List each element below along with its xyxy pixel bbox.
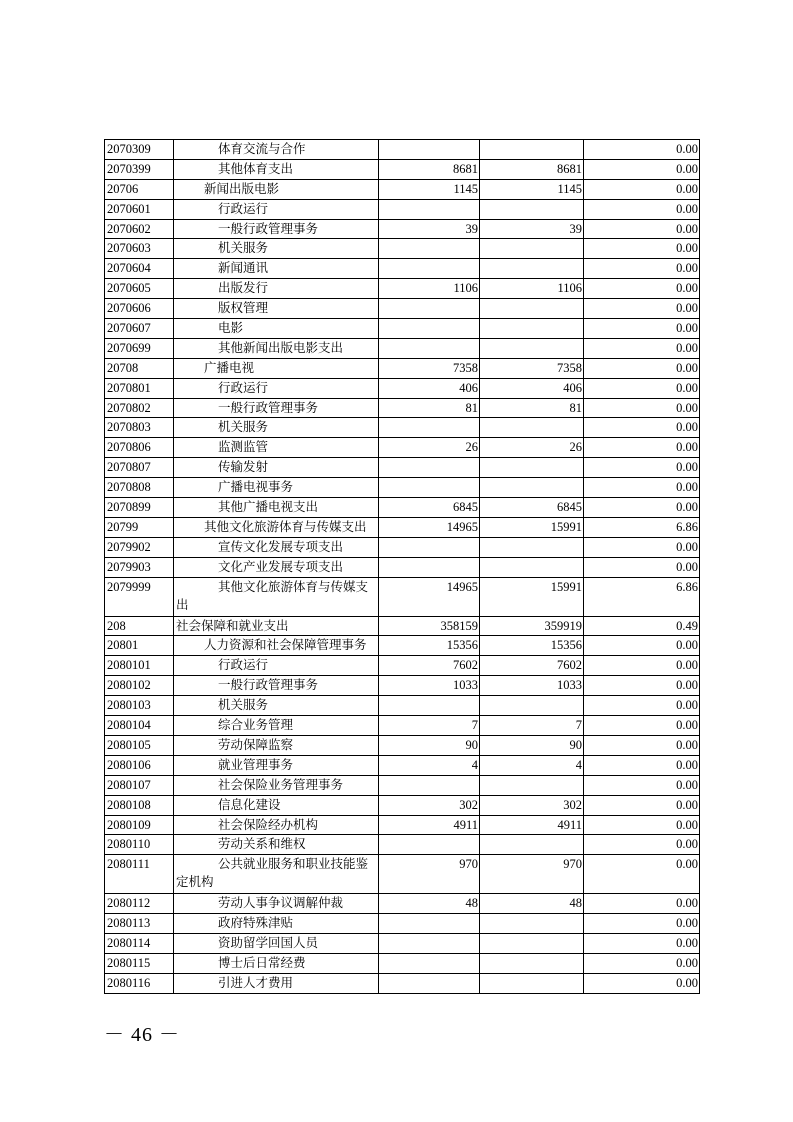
- item-name-cell: 机关服务: [174, 239, 379, 259]
- item-name-cell: 一般行政管理事务: [174, 219, 379, 239]
- amount-cell: 26: [480, 438, 584, 458]
- budget-table: [104, 139, 700, 994]
- item-code-cell: 2080112: [105, 894, 174, 914]
- item-code-cell: 2070806: [105, 438, 174, 458]
- amount-cell: 39: [480, 219, 584, 239]
- amount-cell: 7: [480, 716, 584, 736]
- amount-cell: [379, 478, 480, 498]
- table-row: [105, 338, 700, 358]
- amount-cell: 90: [480, 735, 584, 755]
- table-row: [105, 835, 700, 855]
- amount-cell: [379, 199, 480, 219]
- amount-cell: 48: [379, 894, 480, 914]
- table-row: [105, 716, 700, 736]
- amount-cell: 1106: [379, 279, 480, 299]
- amount-cell: [379, 953, 480, 973]
- amount-cell: 359919: [480, 616, 584, 636]
- amount-cell: 14965: [379, 517, 480, 537]
- item-name-cell: 出版发行: [174, 279, 379, 299]
- growth-rate-cell: 0.00: [584, 418, 700, 438]
- growth-rate-cell: 0.00: [584, 259, 700, 279]
- table-row: [105, 795, 700, 815]
- item-name-cell: 劳动保障监察: [174, 735, 379, 755]
- amount-cell: 39: [379, 219, 480, 239]
- amount-cell: 8681: [480, 159, 584, 179]
- table-row: [105, 179, 700, 199]
- amount-cell: 15356: [379, 636, 480, 656]
- table-row: [105, 934, 700, 954]
- item-code-cell: 2070802: [105, 398, 174, 418]
- item-code-cell: 20799: [105, 517, 174, 537]
- table-row: [105, 140, 700, 160]
- growth-rate-cell: 0.00: [584, 398, 700, 418]
- item-name-cell: 一般行政管理事务: [174, 676, 379, 696]
- amount-cell: 1033: [379, 676, 480, 696]
- amount-cell: [379, 835, 480, 855]
- item-code-cell: 2070604: [105, 259, 174, 279]
- amount-cell: 7358: [480, 358, 584, 378]
- amount-cell: [480, 537, 584, 557]
- item-name-cell: 劳动关系和维权: [174, 835, 379, 855]
- growth-rate-cell: 0.00: [584, 656, 700, 676]
- item-name-cell: 文化产业发展专项支出: [174, 557, 379, 577]
- item-code-cell: 2070399: [105, 159, 174, 179]
- item-name-cell: 其他文化旅游体育与传媒支出: [174, 577, 379, 616]
- item-name-cell: 行政运行: [174, 378, 379, 398]
- amount-cell: 7602: [480, 656, 584, 676]
- item-name-cell: 体育交流与合作: [174, 140, 379, 160]
- amount-cell: [480, 418, 584, 438]
- item-name-cell: 社会保障和就业支出: [174, 616, 379, 636]
- amount-cell: 1033: [480, 676, 584, 696]
- amount-cell: [480, 835, 584, 855]
- growth-rate-cell: 0.00: [584, 179, 700, 199]
- item-name-cell: 广播电视事务: [174, 478, 379, 498]
- table-row: [105, 755, 700, 775]
- item-code-cell: 20708: [105, 358, 174, 378]
- item-code-cell: 2080114: [105, 934, 174, 954]
- item-name-cell: 其他新闻出版电影支出: [174, 338, 379, 358]
- amount-cell: [480, 478, 584, 498]
- table-row: [105, 537, 700, 557]
- item-name-cell: 其他体育支出: [174, 159, 379, 179]
- amount-cell: [480, 239, 584, 259]
- growth-rate-cell: 0.00: [584, 537, 700, 557]
- item-code-cell: 2080101: [105, 656, 174, 676]
- growth-rate-cell: 0.00: [584, 755, 700, 775]
- amount-cell: 1106: [480, 279, 584, 299]
- item-name-cell: 社会保险经办机构: [174, 815, 379, 835]
- growth-rate-cell: 0.00: [584, 458, 700, 478]
- item-name-cell: 一般行政管理事务: [174, 398, 379, 418]
- amount-cell: [480, 338, 584, 358]
- item-name-cell: 资助留学回国人员: [174, 934, 379, 954]
- table-row: [105, 676, 700, 696]
- growth-rate-cell: 0.00: [584, 498, 700, 518]
- growth-rate-cell: 0.00: [584, 358, 700, 378]
- item-name-cell: 其他文化旅游体育与传媒支出: [174, 517, 379, 537]
- amount-cell: [480, 557, 584, 577]
- amount-cell: [379, 338, 480, 358]
- growth-rate-cell: 0.00: [584, 319, 700, 339]
- table-row: [105, 914, 700, 934]
- item-code-cell: 2070801: [105, 378, 174, 398]
- table-row: [105, 894, 700, 914]
- item-name-cell: 引进人才费用: [174, 973, 379, 993]
- growth-rate-cell: 0.00: [584, 478, 700, 498]
- amount-cell: 302: [379, 795, 480, 815]
- item-name-cell: 政府特殊津贴: [174, 914, 379, 934]
- amount-cell: 302: [480, 795, 584, 815]
- item-name-cell: 宣传文化发展专项支出: [174, 537, 379, 557]
- table-row: [105, 398, 700, 418]
- growth-rate-cell: 0.00: [584, 239, 700, 259]
- growth-rate-cell: 0.00: [584, 815, 700, 835]
- table-row: [105, 279, 700, 299]
- amount-cell: 7: [379, 716, 480, 736]
- table-row: [105, 498, 700, 518]
- table-row: [105, 775, 700, 795]
- growth-rate-cell: 0.00: [584, 894, 700, 914]
- item-code-cell: 2080105: [105, 735, 174, 755]
- item-code-cell: 2070699: [105, 338, 174, 358]
- amount-cell: 81: [480, 398, 584, 418]
- amount-cell: [379, 259, 480, 279]
- item-code-cell: 2080116: [105, 973, 174, 993]
- amount-cell: 4911: [379, 815, 480, 835]
- growth-rate-cell: 0.00: [584, 219, 700, 239]
- item-code-cell: 2070309: [105, 140, 174, 160]
- item-code-cell: 208: [105, 616, 174, 636]
- growth-rate-cell: 0.00: [584, 953, 700, 973]
- growth-rate-cell: 0.00: [584, 716, 700, 736]
- table-row: [105, 616, 700, 636]
- amount-cell: 15356: [480, 636, 584, 656]
- growth-rate-cell: 0.00: [584, 159, 700, 179]
- amount-cell: 4: [480, 755, 584, 775]
- amount-cell: 970: [480, 855, 584, 894]
- amount-cell: [379, 458, 480, 478]
- item-name-cell: 人力资源和社会保障管理事务: [174, 636, 379, 656]
- table-row: [105, 815, 700, 835]
- item-code-cell: 2080102: [105, 676, 174, 696]
- item-name-cell: 机关服务: [174, 418, 379, 438]
- table-row: [105, 378, 700, 398]
- amount-cell: [379, 299, 480, 319]
- amount-cell: 970: [379, 855, 480, 894]
- amount-cell: [379, 537, 480, 557]
- item-code-cell: 2070605: [105, 279, 174, 299]
- amount-cell: [480, 973, 584, 993]
- item-code-cell: 2080107: [105, 775, 174, 795]
- amount-cell: 406: [379, 378, 480, 398]
- growth-rate-cell: 0.00: [584, 438, 700, 458]
- amount-cell: 358159: [379, 616, 480, 636]
- amount-cell: 1145: [480, 179, 584, 199]
- amount-cell: [480, 259, 584, 279]
- growth-rate-cell: 0.00: [584, 676, 700, 696]
- amount-cell: 6845: [379, 498, 480, 518]
- item-code-cell: 2080115: [105, 953, 174, 973]
- growth-rate-cell: 0.00: [584, 279, 700, 299]
- amount-cell: 7358: [379, 358, 480, 378]
- amount-cell: [480, 696, 584, 716]
- table-row: [105, 478, 700, 498]
- amount-cell: [480, 319, 584, 339]
- growth-rate-cell: 0.00: [584, 696, 700, 716]
- table-row: [105, 696, 700, 716]
- item-name-cell: 版权管理: [174, 299, 379, 319]
- page-number: － 46 －: [104, 1024, 180, 1046]
- growth-rate-cell: 0.00: [584, 636, 700, 656]
- item-code-cell: 20801: [105, 636, 174, 656]
- item-name-cell: 传输发射: [174, 458, 379, 478]
- table-row: [105, 636, 700, 656]
- growth-rate-cell: 0.00: [584, 557, 700, 577]
- item-name-cell: 监测监管: [174, 438, 379, 458]
- item-code-cell: 2070602: [105, 219, 174, 239]
- item-code-cell: 2070603: [105, 239, 174, 259]
- item-code-cell: 2080109: [105, 815, 174, 835]
- amount-cell: [480, 299, 584, 319]
- amount-cell: 1145: [379, 179, 480, 199]
- table-row: [105, 319, 700, 339]
- amount-cell: [379, 239, 480, 259]
- growth-rate-cell: 0.00: [584, 140, 700, 160]
- item-code-cell: 2070803: [105, 418, 174, 438]
- table-row: [105, 517, 700, 537]
- budget-table-body: [105, 140, 700, 994]
- amount-cell: [480, 458, 584, 478]
- item-code-cell: 2079999: [105, 577, 174, 616]
- amount-cell: 14965: [379, 577, 480, 616]
- growth-rate-cell: 0.00: [584, 338, 700, 358]
- amount-cell: [379, 140, 480, 160]
- table-row: [105, 259, 700, 279]
- growth-rate-cell: 0.49: [584, 616, 700, 636]
- table-row: [105, 159, 700, 179]
- amount-cell: 6845: [480, 498, 584, 518]
- table-row: [105, 973, 700, 993]
- item-code-cell: 2070808: [105, 478, 174, 498]
- amount-cell: [379, 775, 480, 795]
- item-code-cell: 2070601: [105, 199, 174, 219]
- growth-rate-cell: 0.00: [584, 855, 700, 894]
- item-code-cell: 2070606: [105, 299, 174, 319]
- table-row: [105, 735, 700, 755]
- item-code-cell: 2080110: [105, 835, 174, 855]
- amount-cell: [480, 140, 584, 160]
- table-row: [105, 219, 700, 239]
- item-code-cell: 2080106: [105, 755, 174, 775]
- growth-rate-cell: 0.00: [584, 835, 700, 855]
- amount-cell: 406: [480, 378, 584, 398]
- item-code-cell: 2079903: [105, 557, 174, 577]
- item-name-cell: 信息化建设: [174, 795, 379, 815]
- item-name-cell: 社会保险业务管理事务: [174, 775, 379, 795]
- amount-cell: [379, 557, 480, 577]
- item-name-cell: 行政运行: [174, 656, 379, 676]
- amount-cell: 15991: [480, 517, 584, 537]
- item-code-cell: 2079902: [105, 537, 174, 557]
- table-row: [105, 358, 700, 378]
- growth-rate-cell: 0.00: [584, 735, 700, 755]
- amount-cell: [480, 953, 584, 973]
- growth-rate-cell: 6.86: [584, 517, 700, 537]
- amount-cell: 15991: [480, 577, 584, 616]
- table-row: [105, 577, 700, 616]
- table-row: [105, 656, 700, 676]
- item-name-cell: 机关服务: [174, 696, 379, 716]
- table-row: [105, 438, 700, 458]
- amount-cell: [379, 934, 480, 954]
- item-code-cell: 2070607: [105, 319, 174, 339]
- table-row: [105, 953, 700, 973]
- item-name-cell: 电影: [174, 319, 379, 339]
- amount-cell: 81: [379, 398, 480, 418]
- item-code-cell: 2080111: [105, 855, 174, 894]
- item-code-cell: 2070899: [105, 498, 174, 518]
- growth-rate-cell: 0.00: [584, 973, 700, 993]
- table-row: [105, 299, 700, 319]
- growth-rate-cell: 0.00: [584, 775, 700, 795]
- amount-cell: [379, 319, 480, 339]
- amount-cell: 26: [379, 438, 480, 458]
- growth-rate-cell: 0.00: [584, 795, 700, 815]
- growth-rate-cell: 0.00: [584, 199, 700, 219]
- item-name-cell: 劳动人事争议调解仲裁: [174, 894, 379, 914]
- item-code-cell: 2070807: [105, 458, 174, 478]
- amount-cell: 4: [379, 755, 480, 775]
- amount-cell: [480, 775, 584, 795]
- item-name-cell: 行政运行: [174, 199, 379, 219]
- item-name-cell: 广播电视: [174, 358, 379, 378]
- item-code-cell: 2080108: [105, 795, 174, 815]
- item-name-cell: 就业管理事务: [174, 755, 379, 775]
- growth-rate-cell: 0.00: [584, 914, 700, 934]
- amount-cell: [480, 199, 584, 219]
- amount-cell: 4911: [480, 815, 584, 835]
- amount-cell: 8681: [379, 159, 480, 179]
- growth-rate-cell: 0.00: [584, 378, 700, 398]
- item-code-cell: 2080103: [105, 696, 174, 716]
- table-row: [105, 418, 700, 438]
- item-name-cell: 博士后日常经费: [174, 953, 379, 973]
- amount-cell: 48: [480, 894, 584, 914]
- item-name-cell: 综合业务管理: [174, 716, 379, 736]
- table-row: [105, 239, 700, 259]
- amount-cell: [480, 934, 584, 954]
- item-name-cell: 其他广播电视支出: [174, 498, 379, 518]
- table-row: [105, 458, 700, 478]
- table-row: [105, 855, 700, 894]
- amount-cell: [379, 973, 480, 993]
- item-name-cell: 新闻通讯: [174, 259, 379, 279]
- table-row: [105, 557, 700, 577]
- growth-rate-cell: 0.00: [584, 934, 700, 954]
- growth-rate-cell: 0.00: [584, 299, 700, 319]
- item-code-cell: 2080113: [105, 914, 174, 934]
- amount-cell: 90: [379, 735, 480, 755]
- item-code-cell: 20706: [105, 179, 174, 199]
- amount-cell: 7602: [379, 656, 480, 676]
- amount-cell: [480, 914, 584, 934]
- item-name-cell: 公共就业服务和职业技能鉴定机构: [174, 855, 379, 894]
- table-row: [105, 199, 700, 219]
- growth-rate-cell: 6.86: [584, 577, 700, 616]
- item-code-cell: 2080104: [105, 716, 174, 736]
- item-name-cell: 新闻出版电影: [174, 179, 379, 199]
- amount-cell: [379, 418, 480, 438]
- amount-cell: [379, 696, 480, 716]
- amount-cell: [379, 914, 480, 934]
